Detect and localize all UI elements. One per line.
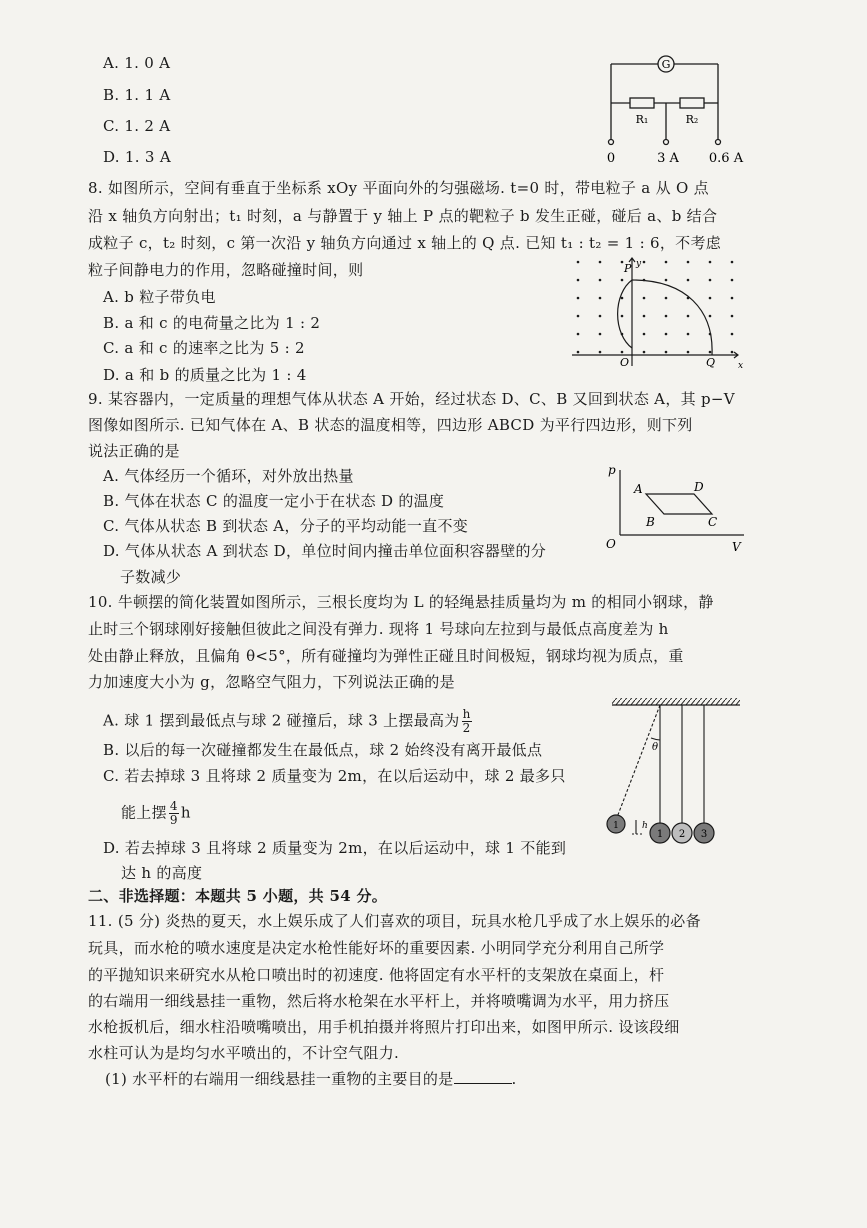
field-dot [731, 351, 734, 354]
field-dot [643, 261, 646, 264]
q8-option-d: D. a 和 b 的质量之比为 1 : 4 [103, 366, 307, 384]
q10-option-c-cont-h: h [180, 803, 191, 822]
q11-line-2: 玩具，而水枪的喷水速度是决定水枪性能好坏的重要因素. 小明同学充分利用自己所学 [88, 939, 665, 957]
q10-option-c: C. 若去掉球 3 且将球 2 质量变为 2m，在以后运动中，球 2 最多只 [103, 767, 566, 785]
q9-line-1: 9. 某容器内，一定质量的理想气体从状态 A 开始，经过状态 D、C、B 又回到状态 A，其 p−V [88, 390, 735, 408]
q11-sub-1 [105, 1069, 517, 1089]
q11-line-4: 的右端用一细线悬挂一重物，然后将水枪架在水平杆上，并将喷嘴调为水平，用力挤压 [88, 992, 670, 1010]
fraction-h-over-2 [462, 708, 472, 735]
q9-option-d-cont: 子数减少 [120, 568, 182, 586]
q10-cradle-figure [600, 694, 746, 854]
q10-option-a-text: A. 球 1 摆到最低点与球 2 碰撞后，球 3 上摆最高为 [103, 711, 460, 730]
field-dot [731, 297, 734, 300]
section-2-heading: 二、非选择题：本题共 5 小题，共 54 分。 [88, 887, 388, 905]
answer-blank[interactable] [454, 1069, 512, 1084]
q11-line-6: 水柱可认为是均匀水平喷出的，不计空气阻力. [88, 1044, 400, 1062]
fraction-numerator: 4 [169, 799, 178, 813]
field-dot [599, 315, 602, 318]
ball-3-label: 3 [700, 829, 708, 840]
p-axis-label: p [608, 463, 616, 477]
q9-pv-figure [604, 460, 750, 552]
field-dot [687, 351, 690, 354]
fraction-denominator: 2 [462, 721, 471, 735]
q11-line-1: 11. (5 分) 炎热的夏天，水上娱乐成了人们喜欢的项目，玩具水枪几乎成了水上娱乐的必备 [88, 912, 701, 930]
q7-option-a: A. 1. 0 A [103, 54, 171, 72]
terminal-06a-label: 0.6 A [708, 151, 744, 166]
trajectory-a [618, 280, 632, 348]
field-dot [643, 297, 646, 300]
q8-line-4: 粒子间静电力的作用，忽略碰撞时间，则 [88, 261, 364, 279]
q7-option-d: D. 1. 3 A [103, 148, 171, 166]
origin-label: O [620, 356, 630, 369]
fraction-numerator: h [462, 707, 471, 721]
q7-circuit-figure [596, 50, 756, 170]
q11-line-3: 的平抛知识来研究水从枪口喷出时的初速度. 他将固定有水平杆的支架放在桌面上，杆 [88, 966, 665, 984]
field-dot [621, 315, 624, 318]
field-dot [577, 351, 580, 354]
galvanometer-label: G [661, 58, 671, 71]
field-dot [709, 261, 712, 264]
state-c-label: C [708, 515, 718, 529]
q8-line-3: 成粒子 c，t₂ 时刻，c 第一次沿 y 轴负方向通过 x 轴上的 Q 点. 已知 t₁ : t₂ = 1 : 6，不考虑 [88, 234, 722, 252]
field-dot [577, 297, 580, 300]
field-dot [687, 315, 690, 318]
q9-option-b: B. 气体在状态 C 的温度一定小于在状态 D 的温度 [103, 492, 445, 510]
field-dot [709, 351, 712, 354]
q10-option-c-cont-text: 能上摆 [121, 803, 167, 822]
q9-option-a: A. 气体经历一个循环，对外放出热量 [103, 467, 354, 485]
terminal-3a-label: 3 A [657, 151, 679, 166]
q8-option-c: C. a 和 c 的速率之比为 5 : 2 [103, 339, 305, 357]
field-dot [599, 279, 602, 282]
r1-label: R₁ [635, 113, 649, 126]
field-dot [643, 333, 646, 336]
resistor-r2 [680, 98, 704, 108]
field-dot [577, 333, 580, 336]
q8-line-1: 8. 如图所示，空间有垂直于坐标系 xOy 平面向外的匀强磁场. t=0 时，带电粒子 a 从 O 点 [88, 179, 709, 197]
field-dot [599, 297, 602, 300]
field-dot [709, 315, 712, 318]
field-dot [687, 333, 690, 336]
theta-label: θ [652, 742, 659, 753]
field-dot [731, 279, 734, 282]
field-dot [665, 333, 668, 336]
q10-option-d-cont: 达 h 的高度 [121, 864, 203, 882]
q7-option-b: B. 1. 1 A [103, 86, 171, 104]
point-q-label: Q [706, 356, 716, 369]
string-displaced [616, 705, 660, 820]
field-dot [599, 333, 602, 336]
q10-line-3: 处由静止释放，且偏角 θ<5°，所有碰撞均为弹性正碰且时间极短，钢球均视为质点，重 [88, 647, 684, 665]
field-dot [665, 315, 668, 318]
field-dot [665, 261, 668, 264]
field-dot [687, 261, 690, 264]
terminal-0-label: 0 [606, 151, 616, 166]
q10-option-b: B. 以后的每一次碰撞都发生在最低点，球 2 始终没有离开最低点 [103, 741, 543, 759]
state-b-label: B [646, 515, 655, 529]
state-a-label: A [634, 482, 643, 496]
q10-option-a [103, 708, 474, 735]
field-dot [709, 297, 712, 300]
field-dot [577, 261, 580, 264]
q9-line-3: 说法正确的是 [88, 442, 180, 460]
fraction-4-over-9 [169, 800, 179, 827]
parallelogram-abcd [646, 494, 712, 514]
field-dot [687, 279, 690, 282]
q8-line-2: 沿 x 轴负方向射出；t₁ 时刻，a 与静置于 y 轴上 P 点的靶粒子 b 发生正碰，碰后 a、b 结合 [88, 207, 718, 225]
q10-line-1: 10. 牛顿摆的简化装置如图所示，三根长度均为 L 的轻绳悬挂质量均为 m 的相同小钢球，静 [88, 593, 714, 611]
field-dot [665, 351, 668, 354]
x-axis-label: x [738, 361, 744, 371]
q11-line-5: 水枪扳机后，细水柱沿喷嘴喷出，用手机拍摄并将照片打印出来，如图甲所示. 设该段细 [88, 1018, 680, 1036]
y-axis-label: y [636, 259, 642, 269]
q8-option-b: B. a 和 c 的电荷量之比为 1 : 2 [103, 314, 321, 332]
q10-option-c-cont [121, 800, 191, 827]
field-dot [665, 279, 668, 282]
ball-1-label: 1 [656, 829, 664, 840]
field-dot [731, 261, 734, 264]
origin-label: O [606, 537, 616, 551]
state-d-label: D [694, 480, 704, 494]
q7-option-c: C. 1. 2 A [103, 117, 171, 135]
q9-option-d: D. 气体从状态 A 到状态 D，单位时间内撞击单位面积容器壁的分 [103, 542, 547, 560]
field-dot [599, 261, 602, 264]
q10-line-2: 止时三个钢球刚好接触但彼此之间没有弹力. 现将 1 号球向左拉到与最低点高度差为 h [88, 620, 669, 638]
fraction-denominator: 9 [169, 813, 178, 827]
q9-option-c: C. 气体从状态 B 到状态 A，分子的平均动能一直不变 [103, 517, 469, 535]
field-dot [709, 279, 712, 282]
field-dot [577, 279, 580, 282]
field-dot [577, 315, 580, 318]
q11-sub-1-period: . [511, 1070, 517, 1088]
h-label: h [642, 821, 648, 831]
field-dot [621, 261, 624, 264]
q11-sub-1-text: (1) 水平杆的右端用一细线悬挂一重物的主要目的是 [105, 1070, 454, 1088]
theta-arc [651, 738, 660, 740]
field-dot [621, 297, 624, 300]
field-dot [621, 351, 624, 354]
field-dot [643, 351, 646, 354]
field-dot [665, 297, 668, 300]
point-p-label: P [624, 262, 632, 275]
q8-field-figure [566, 252, 746, 372]
r2-label: R₂ [685, 113, 699, 126]
field-dot [643, 315, 646, 318]
q10-line-4: 力加速度大小为 g，忽略空气阻力，下列说法正确的是 [88, 673, 455, 691]
field-dot [731, 315, 734, 318]
ball-2-label: 2 [678, 829, 686, 840]
q10-option-d: D. 若去掉球 3 且将球 2 质量变为 2m，在以后运动中，球 1 不能到 [103, 839, 567, 857]
q9-line-2: 图像如图所示. 已知气体在 A、B 状态的温度相等，四边形 ABCD 为平行四边形，则下列 [88, 416, 693, 434]
trajectory-c [632, 280, 712, 355]
field-dot [621, 279, 624, 282]
ball-1-displaced-label: 1 [613, 821, 619, 831]
q8-option-a: A. b 粒子带负电 [103, 288, 216, 306]
v-axis-label: V [732, 540, 741, 552]
resistor-r1 [630, 98, 654, 108]
field-dot [731, 333, 734, 336]
field-dot [599, 351, 602, 354]
ceiling-hatch [612, 698, 740, 705]
